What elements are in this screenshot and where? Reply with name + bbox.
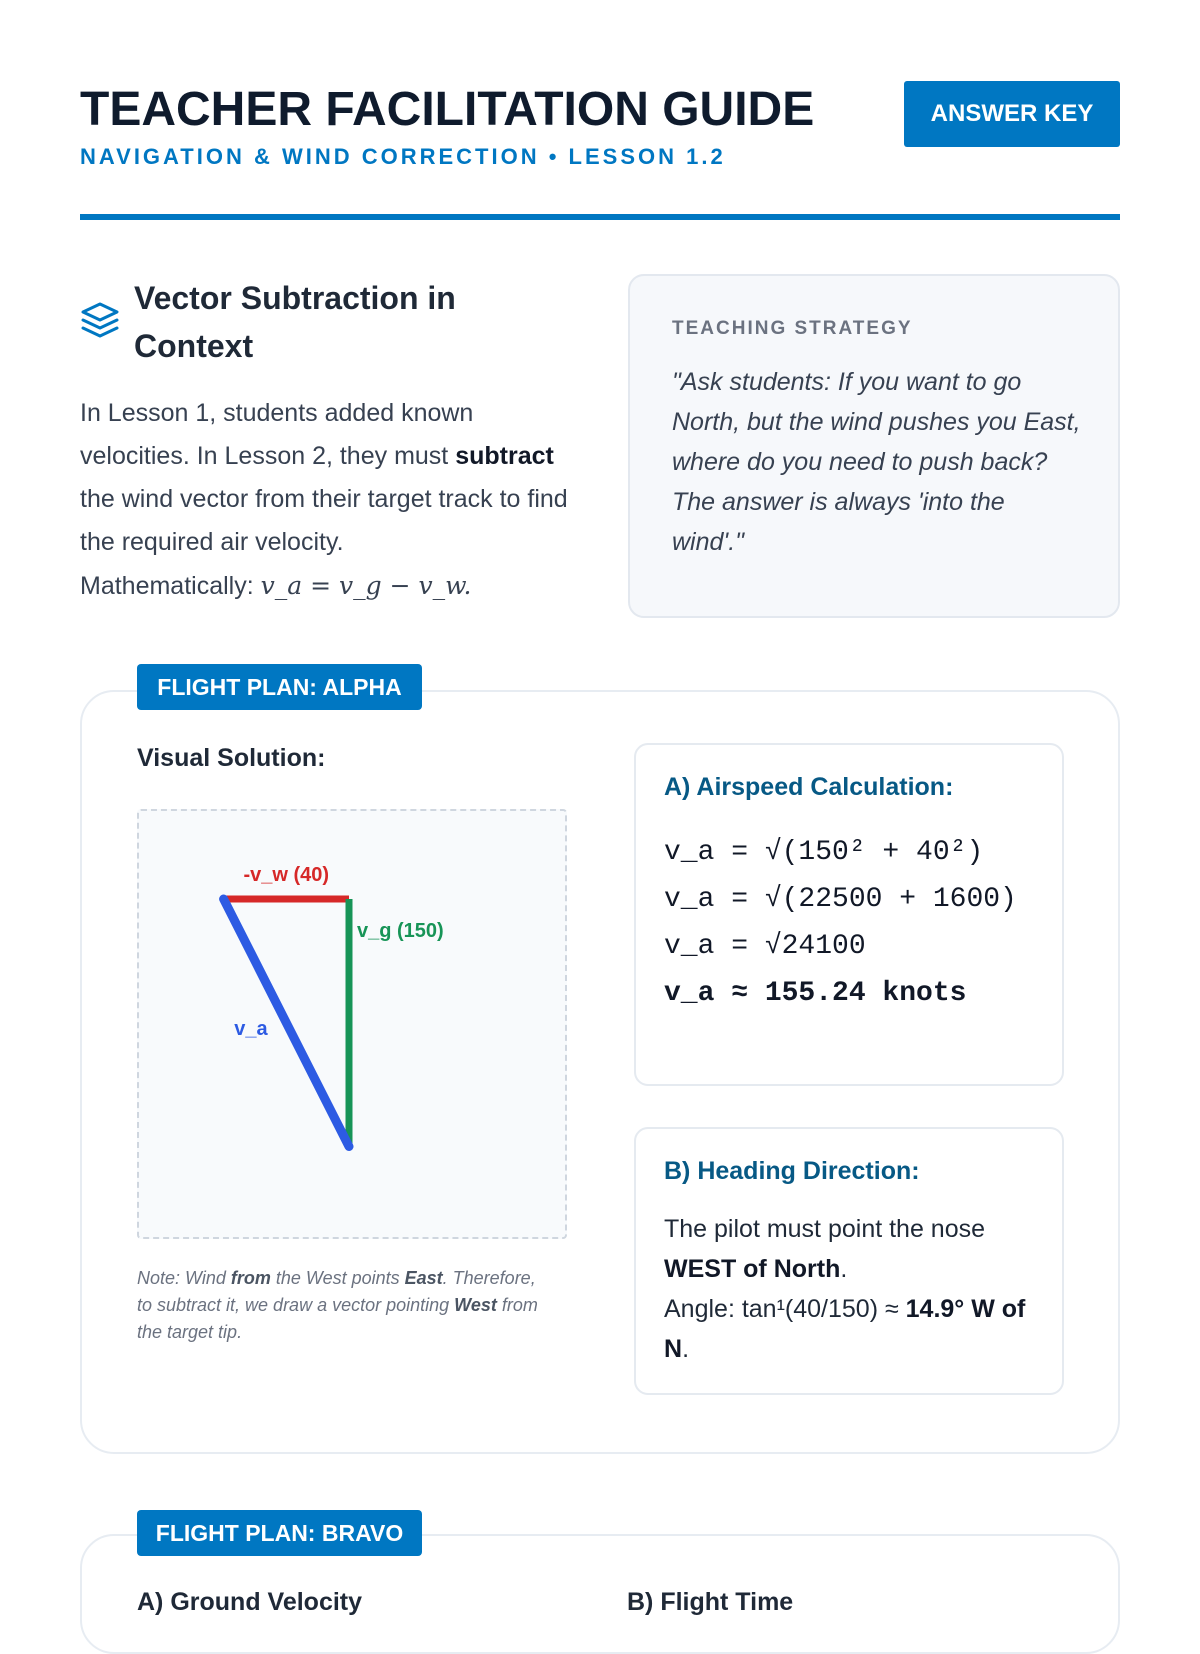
vector-diagram xyxy=(139,811,565,1237)
vector-diagram-box xyxy=(137,809,567,1239)
ground-velocity-title: A) Ground Velocity xyxy=(137,1588,363,1616)
heading-body xyxy=(664,1209,1044,1369)
calc-step: v_a = √(150² + 40²) xyxy=(664,837,984,868)
heading-text: . xyxy=(682,1335,690,1363)
page-subtitle: NAVIGATION & WIND CORRECTION • LESSON 1.2 xyxy=(80,144,726,169)
note-text: the West points xyxy=(270,1268,405,1288)
note-emphasis: East xyxy=(404,1268,443,1288)
heading-emphasis: 14.9° W of N xyxy=(664,1295,1026,1363)
heading-direction-card xyxy=(634,1127,1064,1395)
strategy-quote: "Ask students: If you want to go North, but the wind pushes you East, where do you need to push back? The answer is always 'into the wind'." xyxy=(672,368,1081,556)
intro-emphasis: subtract xyxy=(455,442,554,470)
note-text: . Therefore, to subtract it, we draw a vector pointing xyxy=(137,1268,536,1315)
calc-step: v_a = √24100 xyxy=(664,931,866,962)
math-prefix: Mathematically: xyxy=(80,572,261,600)
calc-result: v_a ≈ 155.24 knots xyxy=(664,978,967,1009)
air-vector-label: v_a xyxy=(234,1017,268,1040)
visual-solution-label: Visual Solution: xyxy=(137,744,326,772)
diagram-note xyxy=(137,1265,547,1346)
heading-text: . xyxy=(840,1255,848,1283)
heading-title: B) Heading Direction: xyxy=(664,1157,920,1185)
page-title: TEACHER FACILITATION GUIDE xyxy=(80,83,815,136)
math-formula: v_a = v_g − v_w. xyxy=(260,571,472,600)
answer-key-button[interactable]: ANSWER KEY xyxy=(904,81,1120,147)
header-divider xyxy=(80,214,1120,220)
flight-plan-bravo-badge: FLIGHT PLAN: BRAVO xyxy=(137,1510,422,1556)
intro-text-2: the wind vector from their target track to find the required air velocity. xyxy=(80,485,568,556)
wind-vector-label: -v_w (40) xyxy=(243,864,330,886)
flight-plan-alpha-badge: FLIGHT PLAN: ALPHA xyxy=(137,664,422,710)
airspeed-title: A) Airspeed Calculation: xyxy=(664,773,954,801)
intro-paragraph xyxy=(80,392,580,608)
note-emphasis: West xyxy=(454,1295,497,1315)
stack-layers-icon xyxy=(80,300,120,342)
note-emphasis: from xyxy=(230,1268,271,1288)
note-text: Note: Wind xyxy=(137,1268,231,1288)
heading-emphasis: WEST of North xyxy=(664,1255,841,1283)
flight-time-title: B) Flight Time xyxy=(627,1588,794,1616)
heading-text: The pilot must point the nose xyxy=(664,1215,986,1243)
section-title: Vector Subtraction in Context xyxy=(134,280,456,364)
airspeed-calculation-card xyxy=(634,743,1064,1086)
teaching-strategy-box xyxy=(628,274,1120,618)
airspeed-steps xyxy=(664,829,1044,1017)
intro-text-1: In Lesson 1, students added known velocities. In Lesson 2, they must xyxy=(80,399,474,470)
calc-step: v_a = √(22500 + 1600) xyxy=(664,884,1017,915)
ground-vector-label: v_g (150) xyxy=(357,920,444,942)
heading-text: Angle: tan¹(40/150) ≈ xyxy=(664,1295,906,1323)
strategy-label: TEACHING STRATEGY xyxy=(672,318,913,339)
note-text: from the target tip. xyxy=(137,1295,538,1342)
